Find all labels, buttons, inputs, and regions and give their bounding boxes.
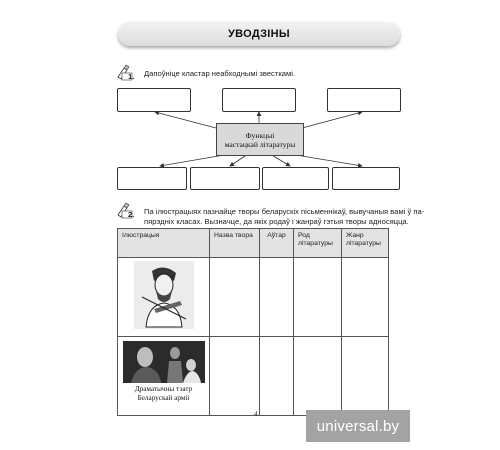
cluster-box-top-right[interactable] — [327, 88, 401, 112]
illustration-cell — [118, 337, 210, 416]
table-row — [118, 337, 389, 416]
illustration-cell — [118, 258, 210, 337]
author-answer-cell[interactable] — [260, 258, 294, 337]
photo-caption-line-2: Беларускай арміі — [137, 393, 190, 402]
cluster-box-top-center[interactable] — [222, 88, 296, 112]
works-table — [117, 228, 389, 416]
cluster-center-box — [216, 123, 304, 156]
table-header-row — [118, 229, 389, 258]
task-2-instruction-line-2: пярэдніх класах. Вызначце, да якіх родаў і жанраў гэтыя творы адносяцца. — [144, 217, 409, 226]
author-answer-cell[interactable] — [260, 337, 294, 416]
header-genre: Жанр літаратуры — [342, 229, 389, 258]
title-answer-cell[interactable] — [210, 337, 260, 416]
header-literary-kind: Род літаратуры — [294, 229, 342, 258]
pencil-icon — [116, 200, 138, 220]
section-title: УВОДЗІНЫ — [228, 28, 290, 40]
page-number: 4 — [254, 410, 258, 418]
violinist-illustration — [134, 261, 194, 329]
task-1-instruction: Дапоўніце кластар неабходнымі звесткамі. — [144, 69, 296, 78]
task-2-number: 2. — [128, 210, 135, 219]
header-illustration: Ілюстрацыя — [118, 229, 210, 258]
kind-answer-cell[interactable] — [294, 337, 342, 416]
header-title: Назва твора — [210, 229, 260, 258]
cluster-center-line-1: Функцыі — [245, 130, 275, 140]
cluster-box-bottom-1[interactable] — [117, 167, 187, 190]
cluster-box-bottom-3[interactable] — [262, 167, 329, 190]
watermark-text: universal.by — [316, 417, 400, 435]
header-author: Аўтар — [260, 229, 294, 258]
cluster-box-bottom-2[interactable] — [190, 167, 260, 190]
cluster-box-top-left[interactable] — [117, 88, 191, 112]
kind-answer-cell[interactable] — [294, 258, 342, 337]
task-2-instruction-line-1: Па ілюстрацыях пазнайце творы беларускіх пісьменнікаў, вывучаныя вамі ў па- — [144, 207, 425, 216]
task-1-number: 1. — [128, 72, 135, 81]
theatre-photo — [123, 341, 205, 383]
photo-caption — [118, 385, 209, 402]
genre-answer-cell[interactable] — [342, 258, 389, 337]
photo-caption-line-1: Драматычны тэатр — [134, 385, 193, 393]
title-answer-cell[interactable] — [210, 258, 260, 337]
watermark-badge — [306, 410, 410, 442]
genre-answer-cell[interactable] — [342, 337, 389, 416]
cluster-box-bottom-4[interactable] — [332, 167, 400, 190]
table-row — [118, 258, 389, 337]
cluster-center-line-2: мастацкай літаратуры — [224, 139, 296, 149]
